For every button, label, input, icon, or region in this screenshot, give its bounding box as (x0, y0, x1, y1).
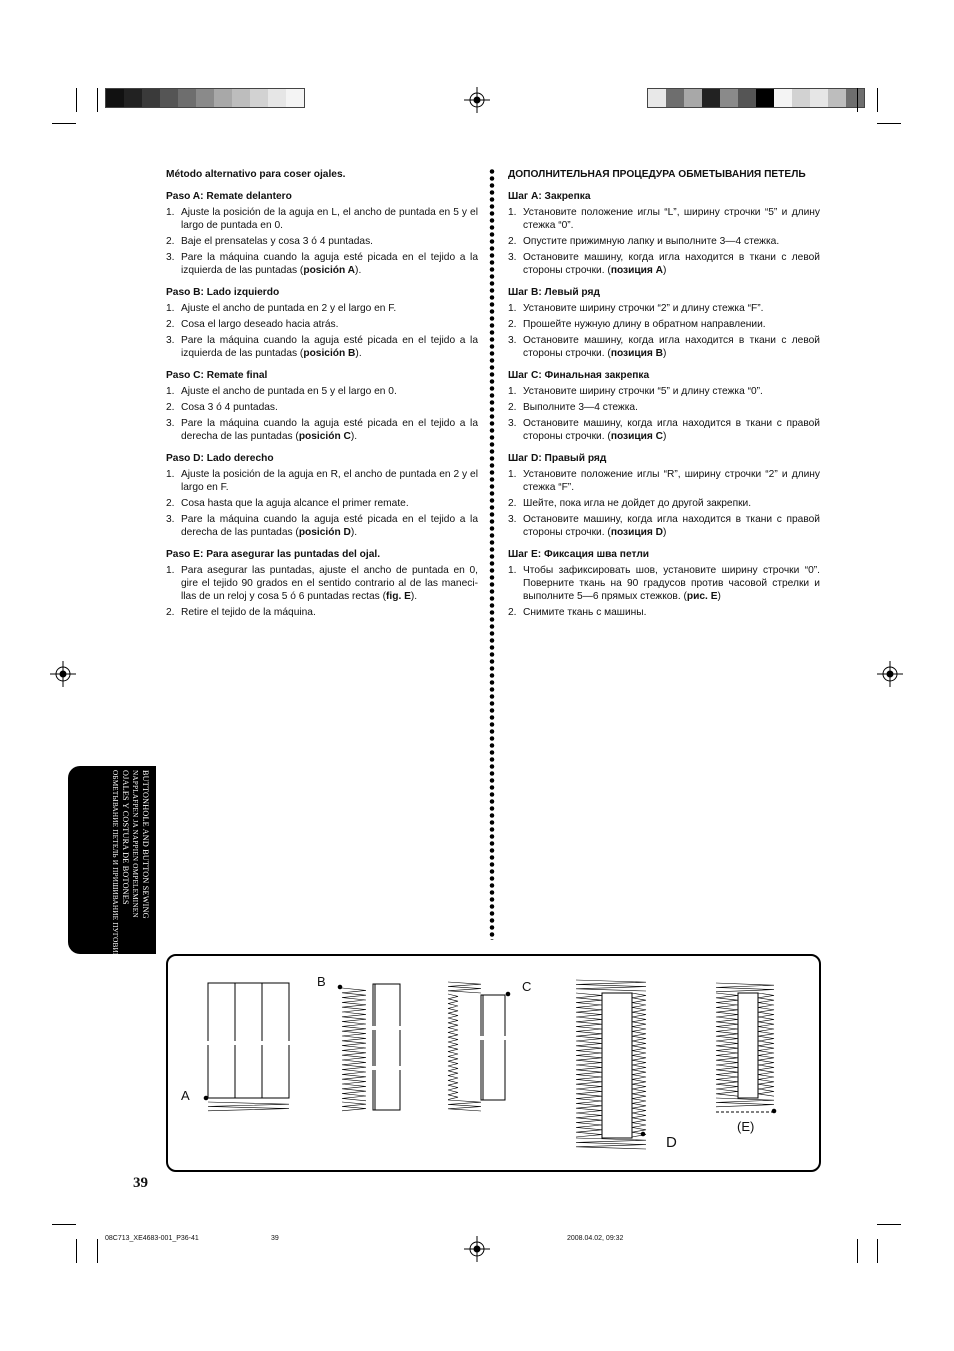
step-text (523, 401, 820, 414)
step-position-ref: posición B (303, 348, 356, 359)
stitch-zigzag (716, 983, 774, 992)
step-text-main: Cosa 3 ó 4 puntadas. (181, 402, 278, 413)
step-position-ref: позиция A (610, 265, 664, 276)
step-number: 1. (508, 469, 517, 480)
step-text (523, 468, 820, 494)
step-text-main: Pare la máquina cuando la aguja esté picada en el tejido a la izquierda de las puntadas ( (181, 335, 478, 359)
step-text (523, 302, 820, 315)
step-heading: Paso A: Remate delantero (166, 191, 292, 202)
step-item (508, 334, 820, 360)
step-text-main: Retire el tejido de la máquina. (181, 607, 316, 618)
step-list (166, 468, 478, 539)
step-number: 3. (508, 335, 517, 346)
step-text-main: Остановите машину, когда игла находится в ткани с правой стороны строчки. ( (523, 514, 820, 538)
step-text (523, 513, 820, 539)
tab-line-spanish: OJALES Y COSTURA DE BOTONES (121, 770, 130, 905)
figure-label-d: D (666, 1134, 677, 1151)
step-text-main: Ajuste el ancho de puntada en 2 y el largo en F. (181, 303, 397, 314)
stitch-zigzag (576, 993, 602, 1137)
crop-mark (52, 123, 76, 124)
step-item (508, 251, 820, 277)
figure-label-e: (E) (737, 1119, 755, 1134)
section-title: Método alternativo para coser ojales. (166, 169, 346, 180)
color-swatch (756, 89, 774, 107)
step-text-main: Шейте, пока игла не дойдет до другой закрепки. (523, 498, 752, 509)
stitch-zigzag (716, 993, 738, 1096)
step-text-main: Опустите прижимную лапку и выполните 3—4 стежка. (523, 236, 780, 247)
stitch-zigzag (576, 1138, 646, 1149)
step-text-end: ) (663, 431, 667, 442)
step-text-main: Установите ширину строчки “2” и длину стежка “F”. (523, 303, 764, 314)
stitch-zigzag (342, 988, 366, 1101)
step-heading: Paso D: Lado derecho (166, 453, 274, 464)
crop-mark (76, 88, 77, 112)
color-swatch (268, 89, 286, 107)
step-item (166, 385, 478, 398)
color-swatch (286, 89, 304, 107)
step-text (181, 497, 478, 510)
step-text-end: ). (350, 527, 358, 538)
step-number: 3. (166, 514, 175, 525)
step-text-end: ) (717, 591, 721, 602)
figure-step-e (716, 983, 776, 1113)
step-heading: Paso E: Para asegurar las puntadas del ojal. (166, 549, 381, 560)
step-number: 1. (508, 386, 517, 397)
step-text (523, 564, 820, 603)
step-list (166, 206, 478, 277)
footer-date: 2008.04.02, 09:32 (567, 1235, 624, 1242)
tab-line-russian: ОБМЕТЫВАНИЕ ПЕТЕЛЬ И ПРИШИВАНИЕ ПУГОВИЦ (111, 770, 119, 959)
step-number: 2. (508, 498, 517, 509)
step-position-ref: позиция C (610, 431, 664, 442)
stitch-zigzag (632, 993, 646, 1137)
crop-mark (857, 88, 858, 112)
step-text (523, 606, 820, 619)
step-item (166, 513, 478, 539)
step-text (181, 385, 478, 398)
registration-mark-icon (877, 661, 903, 687)
page-number: 39 (133, 1175, 148, 1191)
step-item (508, 318, 820, 331)
step-number: 2. (166, 319, 175, 330)
step-text-main: Остановите машину, когда игла находится в ткани с левой стороны строчки. ( (523, 252, 820, 276)
step-text-end: ) (663, 527, 667, 538)
buttonhole-figure (166, 954, 821, 1172)
color-swatch (106, 89, 124, 107)
step-item (508, 206, 820, 232)
step-text-main: Baje el prensatelas y cosa 3 ó 4 puntadas. (181, 236, 373, 247)
step-text-main: Остановите машину, когда игла находится в ткани с правой стороны строчки. ( (523, 418, 820, 442)
step-text-main: Cosa el largo deseado hacia atrás. (181, 319, 339, 330)
step-item (166, 401, 478, 414)
tab-line-finnish: NAPPLAFPEN JA NAPPIEN OMPELEMINEN (131, 770, 139, 918)
crop-mark (52, 1224, 76, 1225)
step-item (508, 302, 820, 315)
tab-line-english: BUTTONHOLE AND BUTTON SEWING (141, 770, 150, 919)
step-number: 2. (166, 236, 175, 247)
step-item (508, 564, 820, 603)
step-text (523, 497, 820, 510)
color-swatch (196, 89, 214, 107)
color-swatch (792, 89, 810, 107)
step-number: 2. (508, 319, 517, 330)
step-heading: Шаг D: Правый ряд (508, 453, 607, 464)
step-list (166, 302, 478, 360)
step-position-ref: позиция B (610, 348, 664, 359)
step-text (181, 302, 478, 315)
color-swatch (232, 89, 250, 107)
crop-mark (877, 88, 878, 112)
step-list (508, 564, 820, 619)
color-calibration-bar-right (647, 88, 865, 108)
step-number: 3. (166, 418, 175, 429)
step-text-main: Ajuste el ancho de puntada en 5 y el largo en 0. (181, 386, 397, 397)
step-number: 1. (166, 303, 175, 314)
step-item (508, 606, 820, 619)
color-swatch (684, 89, 702, 107)
step-heading: Шаг С: Финальная закрепка (508, 370, 650, 381)
color-swatch (846, 89, 864, 107)
step-list (508, 206, 820, 277)
step-number: 3. (508, 514, 517, 525)
step-number: 2. (166, 607, 175, 618)
step-item (166, 302, 478, 315)
step-list (166, 564, 478, 619)
step-text (181, 235, 478, 248)
step-heading: Шаг E: Фиксация шва петли (508, 549, 650, 560)
color-swatch (160, 89, 178, 107)
step-item (166, 318, 478, 331)
buttonhole-illustration (168, 956, 819, 1170)
color-swatch (124, 89, 142, 107)
step-text-main: Установите ширину строчки “5” и длину стежка “0”. (523, 386, 763, 397)
step-item (166, 606, 478, 619)
step-list (508, 385, 820, 443)
stitch-zigzag (208, 1102, 289, 1111)
figure-step-d (576, 980, 646, 1149)
chapter-side-tab (68, 766, 156, 959)
step-text (181, 318, 478, 331)
step-item (166, 334, 478, 360)
footer-filename: 08C713_XE4683-001_P36-41 (105, 1235, 199, 1242)
step-text-end: ). (350, 431, 358, 442)
step-text-main: Ajuste la posición de la aguja en L, el ancho de puntada en 5 y el largo de puntada en 0. (181, 207, 478, 231)
figure-label-b: B (317, 974, 326, 989)
step-text (523, 385, 820, 398)
step-text-end: ). (355, 265, 362, 276)
step-number: 1. (508, 207, 517, 218)
color-swatch (250, 89, 268, 107)
step-text-end: ) (663, 265, 667, 276)
step-text-end: ) (663, 348, 667, 359)
step-text (523, 206, 820, 232)
stitch-zigzag (448, 994, 458, 1100)
step-text (523, 251, 820, 277)
step-number: 1. (166, 469, 175, 480)
crop-mark (857, 1239, 858, 1263)
figure-step-b (338, 984, 404, 1111)
step-heading: Paso C: Remate final (166, 370, 268, 381)
step-number: 2. (508, 402, 517, 413)
step-text-main: Pare la máquina cuando la aguja esté picada en el tejido a la derecha de las puntadas ( (181, 418, 478, 442)
step-text (523, 318, 820, 331)
figure-label-a: A (181, 1088, 190, 1103)
column-divider (489, 168, 495, 940)
step-item (508, 513, 820, 539)
step-text (181, 468, 478, 494)
step-text (523, 417, 820, 443)
step-text-main: Pare la máquina cuando la aguja esté picada en el tejido a la izquierda de las puntadas ( (181, 252, 478, 276)
step-text (523, 235, 820, 248)
step-text-main: Снимите ткань с машины. (523, 607, 647, 618)
step-item (508, 497, 820, 510)
figure-label-c: C (522, 979, 532, 994)
color-swatch (666, 89, 684, 107)
step-text-main: Cosa hasta que la aguja alcance el primer remate. (181, 498, 409, 509)
step-list (508, 302, 820, 360)
step-text (181, 564, 478, 603)
step-item (508, 235, 820, 248)
stitch-zigzag (342, 1102, 366, 1111)
color-swatch (774, 89, 792, 107)
color-swatch (142, 89, 160, 107)
color-swatch (738, 89, 756, 107)
step-number: 3. (166, 252, 175, 263)
crop-mark (76, 1239, 77, 1263)
step-item (508, 468, 820, 494)
step-text (523, 334, 820, 360)
crop-mark (877, 1239, 878, 1263)
step-list (166, 385, 478, 443)
crop-mark (97, 88, 98, 112)
step-item (166, 417, 478, 443)
step-heading: Шаг В: Левый ряд (508, 287, 600, 298)
stitch-zigzag (448, 1100, 481, 1111)
stitch-zigzag (716, 1098, 774, 1107)
step-item (166, 468, 478, 494)
step-number: 2. (508, 236, 517, 247)
step-text-main: Установите положение иглы “L”, ширину строчки “5” и длину стежка “0”. (523, 207, 820, 231)
stitch-zigzag (576, 980, 646, 991)
step-position-ref: рис. E (686, 591, 718, 602)
step-text-main: Остановите машину, когда игла находится в ткани с левой стороны строчки. ( (523, 335, 820, 359)
step-text-main: Pare la máquina cuando la aguja esté picada en el tejido a la derecha de las puntadas ( (181, 514, 478, 538)
russian-column (508, 168, 820, 622)
step-position-ref: позиция D (610, 527, 664, 538)
color-swatch (720, 89, 738, 107)
step-text (181, 513, 478, 539)
step-item (166, 235, 478, 248)
step-position-ref: posición A (303, 265, 356, 276)
stitch-zigzag (758, 993, 774, 1096)
step-number: 1. (166, 565, 175, 576)
step-item (166, 251, 478, 277)
registration-mark-icon (464, 1236, 490, 1262)
step-position-ref: posición C (298, 431, 351, 442)
registration-mark-icon (464, 87, 490, 113)
spanish-column (166, 168, 478, 622)
step-text (181, 251, 478, 277)
step-number: 3. (166, 335, 175, 346)
step-number: 2. (166, 498, 175, 509)
step-text-main: Чтобы зафиксировать шов, установите ширину строчки “0”. Поверните ткань на 90 градусов против часовой стрелки и выполните 5—6 прямых стежков. ( (523, 565, 820, 602)
step-text-end: ). (410, 591, 418, 602)
step-position-ref: posición D (298, 527, 351, 538)
crop-mark (97, 1239, 98, 1263)
step-number: 1. (166, 386, 175, 397)
step-heading: Paso B: Lado izquierdo (166, 287, 280, 298)
step-item (508, 401, 820, 414)
footer-page: 39 (271, 1235, 279, 1242)
chapter-side-tab-text (68, 766, 156, 959)
step-text (181, 417, 478, 443)
step-text (181, 206, 478, 232)
step-item (508, 385, 820, 398)
step-list (508, 468, 820, 539)
step-item (166, 206, 478, 232)
step-number: 3. (508, 252, 517, 263)
color-swatch (828, 89, 846, 107)
step-text-main: Ajuste la posición de la aguja en R, el ancho de puntada en 2 y el largo en F. (181, 469, 478, 493)
step-item (166, 564, 478, 603)
step-number: 1. (508, 303, 517, 314)
step-text-main: Выполните 3—4 стежка. (523, 402, 638, 413)
step-number: 1. (166, 207, 175, 218)
crop-mark (877, 1224, 901, 1225)
figure-step-a (202, 983, 294, 1111)
step-item (508, 417, 820, 443)
step-text-main: Прошейте нужную длину в обратном направлении. (523, 319, 766, 330)
step-text-main: Установите положение иглы “R”, ширину строчки “2” и длину стежка “F”. (523, 469, 820, 493)
registration-mark-icon (50, 661, 76, 687)
step-position-ref: fig. E (386, 591, 411, 602)
color-swatch (810, 89, 828, 107)
crop-mark (877, 123, 901, 124)
step-text-main: Para asegurar las puntadas, ajuste el ancho de puntada en 0, gire el tejido 90 grados en el sentido contrario al de las maneci-llas de un reloj y cosa 5 ó 6 puntadas rectas ( (181, 565, 478, 602)
stitch-zigzag (448, 982, 481, 993)
step-number: 1. (508, 565, 517, 576)
color-swatch (214, 89, 232, 107)
step-number: 3. (508, 418, 517, 429)
color-calibration-bar-left (105, 88, 305, 108)
figure-step-c (448, 982, 510, 1111)
color-swatch (648, 89, 666, 107)
step-text (181, 334, 478, 360)
color-swatch (702, 89, 720, 107)
step-text-end: ). (355, 348, 362, 359)
step-text (181, 606, 478, 619)
section-title: ДОПОЛНИТЕЛЬНАЯ ПРОЦЕДУРА ОБМЕТЫВАНИЯ ПЕТЕЛЬ (508, 169, 806, 180)
step-text (181, 401, 478, 414)
color-swatch (178, 89, 196, 107)
step-number: 2. (508, 607, 517, 618)
step-heading: Шаг А: Закрепка (508, 191, 591, 202)
step-number: 2. (166, 402, 175, 413)
step-item (166, 497, 478, 510)
